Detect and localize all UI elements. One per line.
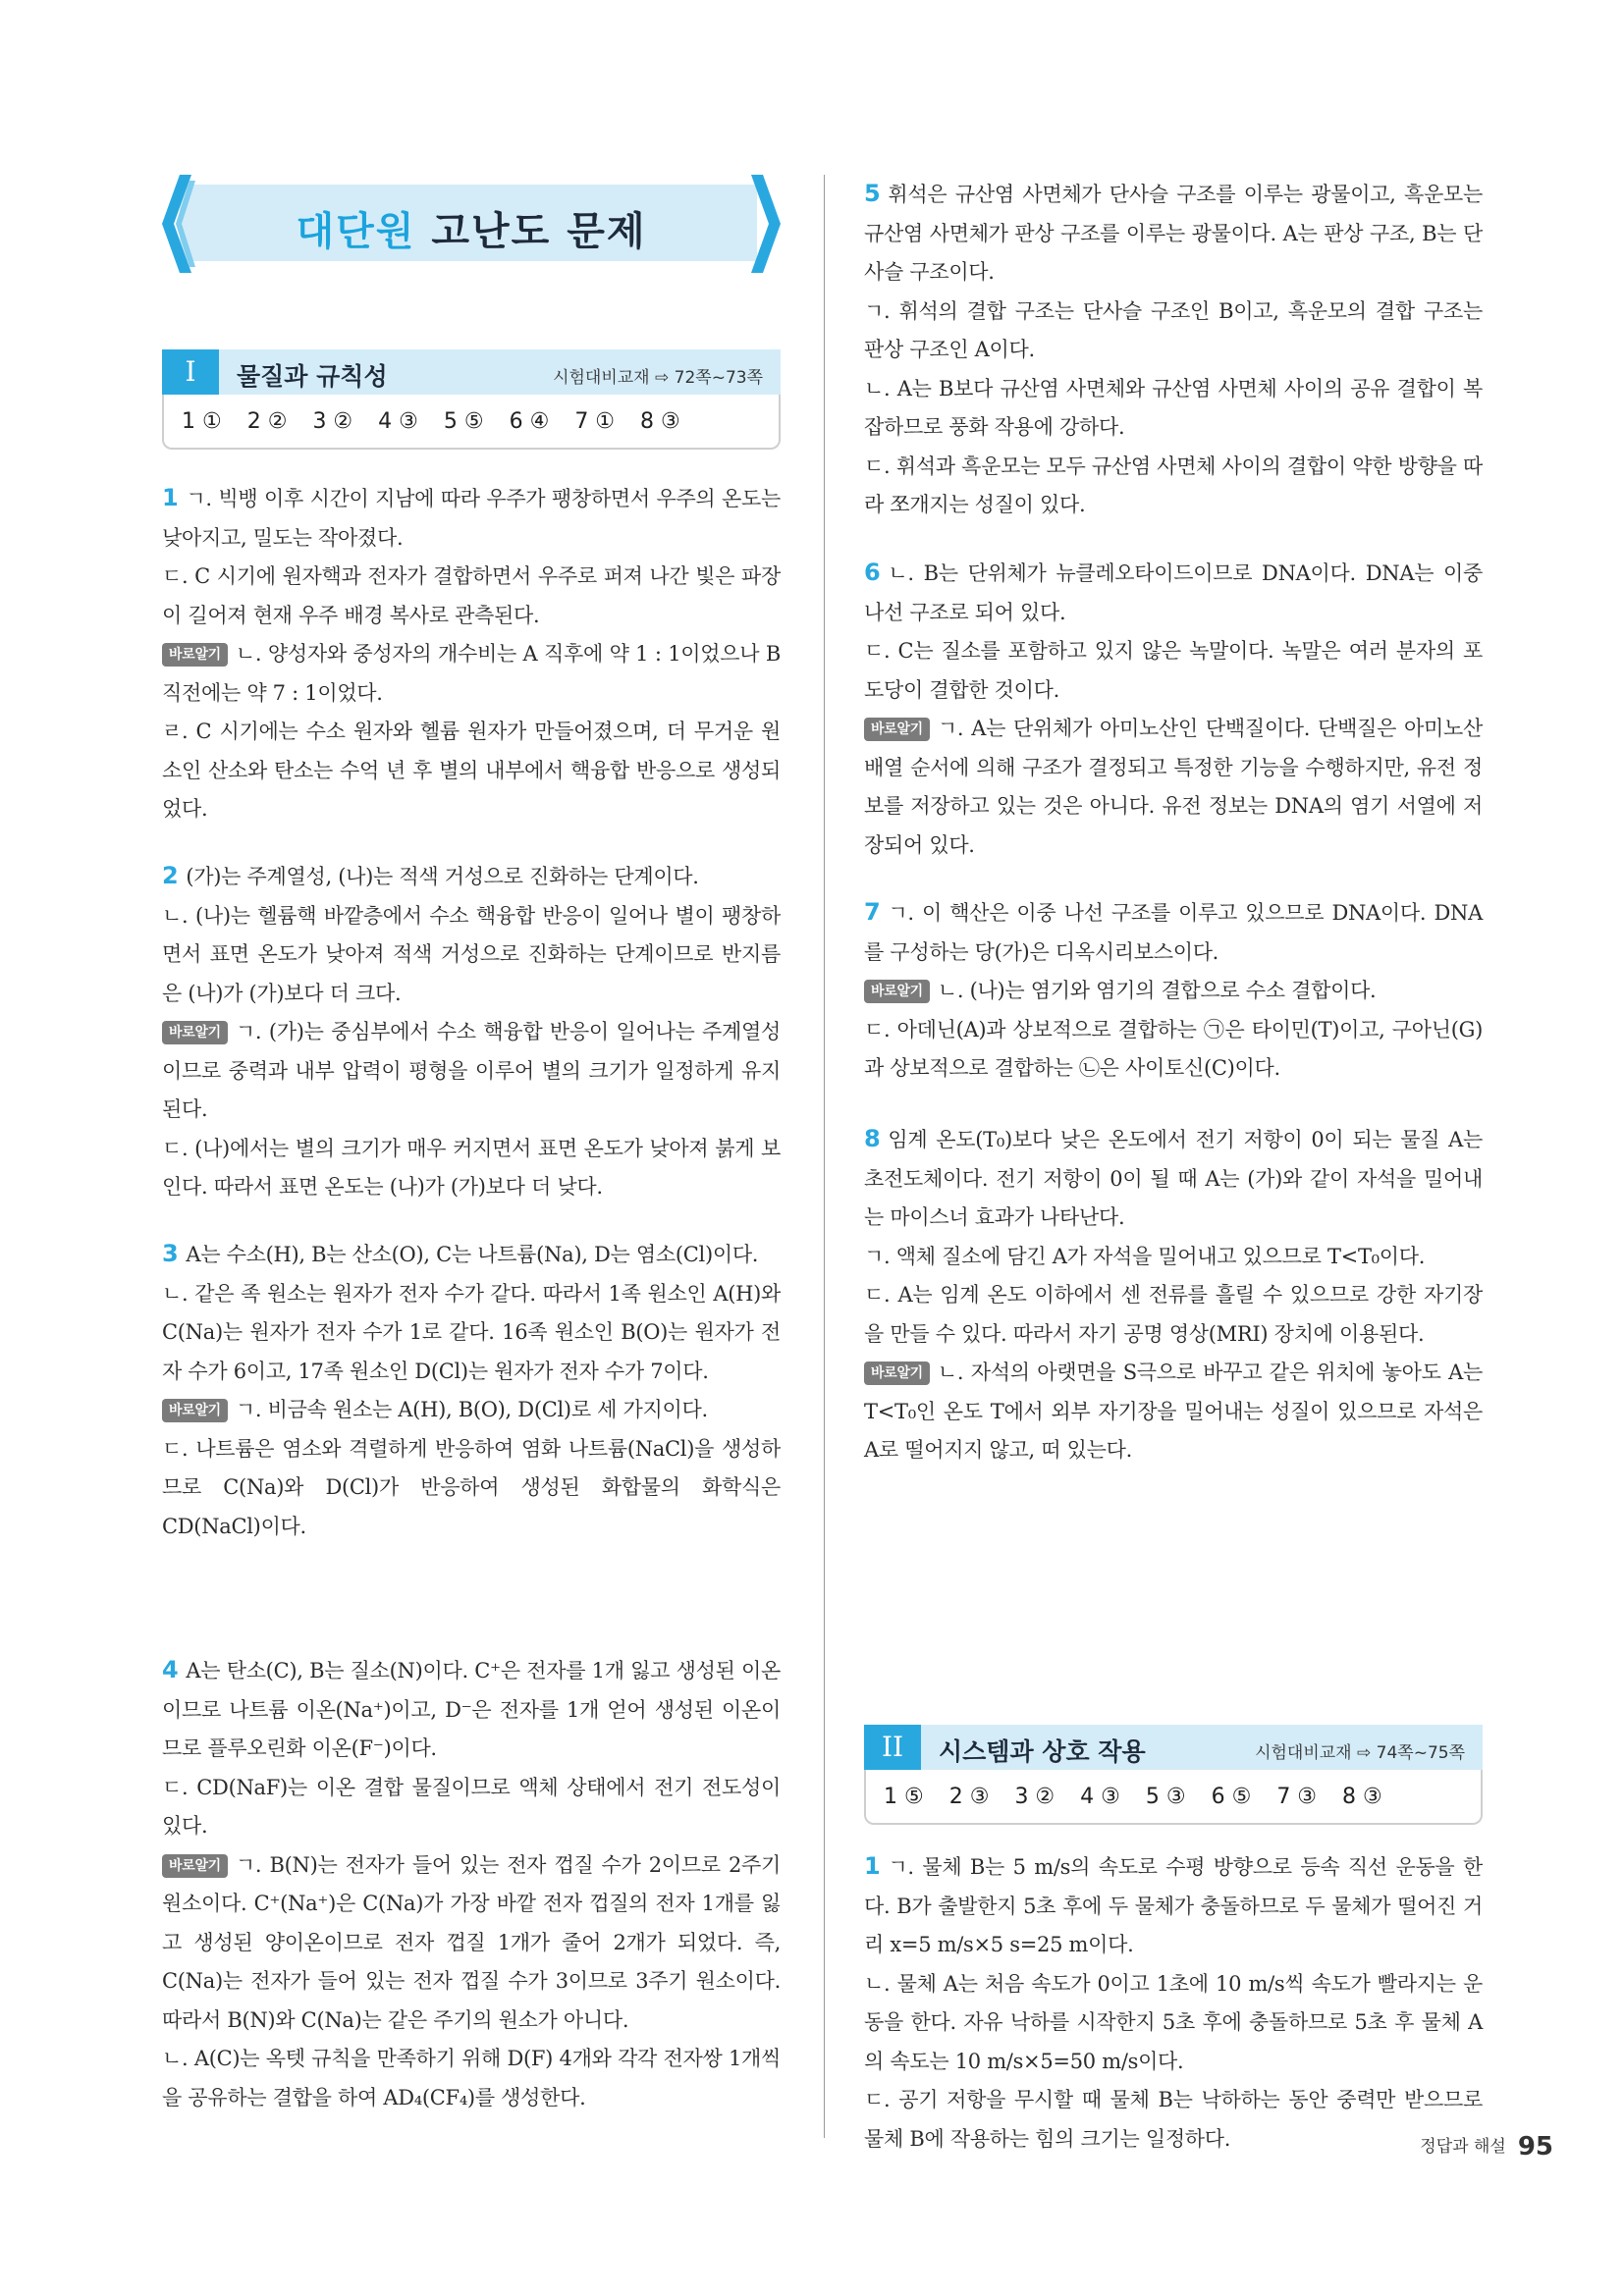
explanation-paragraph: ㄴ. 물체 A는 처음 속도가 0이고 1초에 10 m/s씩 속도가 빨라지는 운동을 한다. 자유 낙하를 시작한지 5초 후에 충돌하므로 5초 후 물체 A의 속도는 10 m/s×5=50 m/s이다. bbox=[864, 1971, 1483, 2073]
explanation-paragraph bbox=[162, 635, 781, 713]
answer-item: 7 ③ bbox=[1276, 1784, 1318, 1809]
answer-item: 6 ⑤ bbox=[1211, 1784, 1252, 1809]
answer-item: 2 ③ bbox=[948, 1784, 990, 1809]
section-1-answers bbox=[162, 395, 781, 450]
explanation-6 bbox=[864, 554, 1483, 865]
explanation-text: ㄴ. 양성자와 중성자의 개수비는 A 직후에 약 1 : 1이었으나 B 직전에는 약 7 : 1이었다. bbox=[162, 642, 781, 705]
explanation-paragraph bbox=[864, 972, 1483, 1011]
section-1-reference: 시험대비교재 ⇨ 72쪽~73쪽 bbox=[553, 368, 763, 388]
answer-item: 7 ① bbox=[574, 408, 616, 434]
explanation-paragraph: ㄹ. C 시기에는 수소 원자와 헬륨 원자가 만들어졌으며, 더 무거운 원소인 산소와 탄소는 수억 년 후 별의 내부에서 핵융합 반응으로 생성되었다. bbox=[162, 720, 781, 821]
correction-badge: 바로알기 bbox=[162, 643, 228, 667]
explanation-text: ㄱ. (가)는 중심부에서 수소 핵융합 반응이 일어나는 주계열성이므로 중력과 내부 압력이 평형을 이루어 별의 크기가 일정하게 유지된다. bbox=[162, 1020, 781, 1121]
explanation-1 bbox=[162, 479, 781, 829]
explanation-paragraph: ㄴ. A는 B보다 규산염 사면체와 규산염 사면체 사이의 공유 결합이 복잡하므로 풍화 작용에 강하다. bbox=[864, 376, 1483, 439]
explanation-paragraph bbox=[162, 1013, 781, 1130]
question-number: 5 bbox=[864, 180, 881, 207]
section-1-title: 물질과 규칙성 bbox=[237, 362, 388, 391]
explanation-paragraph: ㄴ. 같은 족 원소는 원자가 전자 수가 같다. 따라서 1족 원소인 A(H)와 C(Na)는 원자가 전자 수가 1로 같다. 16족 원소인 B(O)는 원자가 전자 수가 6이고, 17족 원소인 D(Cl)는 원자가 전자 수가 7이다. bbox=[162, 1281, 781, 1383]
explanation-text: ㄱ. A는 단위체가 아미노산인 단백질이다. 단백질은 아미노산 배열 순서에 의해 구조가 결정되고 특정한 기능을 수행하지만, 유전 정보를 저장하고 있는 것은 아니다. 유전 정보는 DNA의 염기 서열에 저장되어 있다. bbox=[864, 717, 1483, 857]
explanation-3 bbox=[162, 1235, 781, 1546]
section-2-reference: 시험대비교재 ⇨ 74쪽~75쪽 bbox=[1255, 1743, 1465, 1763]
explanation-text: ㄴ. 자석의 아랫면을 S극으로 바꾸고 같은 위치에 놓아도 A는 T<T₀인 온도 T에서 외부 자기장을 밀어내는 성질이 있으므로 자석은 A로 떨어지지 않고, 떠 있는다. bbox=[864, 1361, 1483, 1462]
explanation-paragraph bbox=[162, 1846, 781, 2041]
explanation-paragraph: ㄷ. 나트륨은 염소와 격렬하게 반응하여 염화 나트륨(NaCl)을 생성하므로 C(Na)와 D(Cl)가 반응하여 생성된 화합물의 화학식은 CD(NaCl)이다. bbox=[162, 1436, 781, 1538]
explanation-paragraph bbox=[864, 175, 1483, 293]
explanation-paragraph bbox=[864, 710, 1483, 865]
question-number: 2 bbox=[162, 862, 179, 889]
explanation-paragraph: ㄱ. 액체 질소에 담긴 A가 자석을 밀어내고 있으므로 T<T₀이다. bbox=[864, 1244, 1426, 1268]
explanation-paragraph bbox=[864, 893, 1483, 972]
correction-badge: 바로알기 bbox=[864, 980, 930, 1003]
correction-badge: 바로알기 bbox=[162, 1399, 228, 1422]
explanation-5 bbox=[864, 175, 1483, 525]
explanation-text: (가)는 주계열성, (나)는 적색 거성으로 진화하는 단계이다. bbox=[186, 865, 699, 888]
section-1-number: I bbox=[162, 349, 219, 395]
explanation-paragraph bbox=[864, 1847, 1483, 1965]
answer-item: 8 ③ bbox=[1342, 1784, 1382, 1809]
page-footer bbox=[1420, 2132, 1553, 2162]
explanation-text: 임계 온도(T₀)보다 낮은 온도에서 전기 저항이 0이 되는 물질 A는 초전도체이다. 전기 저항이 0이 될 때 A는 (가)와 같이 자석을 밀어내는 마이스너 효과가 나타난다. bbox=[864, 1128, 1483, 1229]
answer-item: 4 ③ bbox=[378, 408, 418, 434]
explanation-paragraph: ㄷ. C는 질소를 포함하고 있지 않은 녹말이다. 녹말은 여러 분자의 포도당이 결합한 것이다. bbox=[864, 639, 1483, 702]
explanation-text: 휘석은 규산염 사면체가 단사슬 구조를 이루는 광물이고, 흑운모는 규산염 사면체가 판상 구조를 이루는 광물이다. A는 판상 구조, B는 단사슬 구조이다. bbox=[864, 183, 1483, 284]
explanation-paragraph: ㄷ. (나)에서는 별의 크기가 매우 커지면서 표면 온도가 낮아져 붉게 보인다. 따라서 표면 온도는 (나)가 (가)보다 더 낮다. bbox=[162, 1136, 781, 1199]
column-divider bbox=[824, 175, 825, 2138]
section-2-title: 시스템과 상호 작용 bbox=[939, 1737, 1146, 1766]
correction-badge: 바로알기 bbox=[864, 1362, 930, 1385]
explanation-text: ㄴ. B는 단위체가 뉴클레오타이드이므로 DNA이다. DNA는 이중 나선 구조로 되어 있다. bbox=[864, 561, 1483, 624]
question-number: 7 bbox=[864, 898, 881, 926]
explanation-paragraph: ㄷ. 휘석과 흑운모는 모두 규산염 사면체 사이의 결합이 약한 방향을 따라 쪼개지는 성질이 있다. bbox=[864, 454, 1484, 516]
explanation-paragraph: ㄷ. C 시기에 원자핵과 전자가 결합하면서 우주로 퍼져 나간 빛은 파장이 길어져 현재 우주 배경 복사로 관측된다. bbox=[162, 564, 781, 627]
section-1-header bbox=[162, 349, 781, 395]
explanation-paragraph bbox=[162, 1651, 781, 1769]
question-number: 8 bbox=[864, 1125, 881, 1152]
section-2-header bbox=[864, 1725, 1483, 1770]
explanation-text: ㄴ. (나)는 염기와 염기의 결합으로 수소 결합이다. bbox=[937, 979, 1377, 1002]
question-number: 3 bbox=[162, 1240, 179, 1267]
answer-item: 5 ③ bbox=[1145, 1784, 1186, 1809]
section-2-number: II bbox=[864, 1725, 921, 1770]
explanation-text: A는 탄소(C), B는 질소(N)이다. C⁺은 전자를 1개 잃고 생성된 이온이므로 나트륨 이온(Na⁺)이고, D⁻은 전자를 1개 얻어 생성된 이온이므로 플루오린화 이온(F⁻)이다. bbox=[162, 1659, 781, 1760]
explanation-paragraph bbox=[162, 857, 781, 897]
explanation-7 bbox=[864, 893, 1483, 1089]
answer-item: 3 ② bbox=[1014, 1784, 1056, 1809]
correction-badge: 바로알기 bbox=[864, 718, 930, 741]
explanation-paragraph: ㄷ. 공기 저항을 무시할 때 물체 B는 낙하하는 동안 중력만 받으므로 물체 B에 작용하는 힘의 크기는 일정하다. bbox=[864, 2088, 1483, 2151]
answer-item: 8 ③ bbox=[640, 408, 680, 434]
explanation-2 bbox=[162, 857, 781, 1207]
question-number: 4 bbox=[162, 1656, 179, 1683]
banner-title-highlight: 대단원 bbox=[296, 209, 416, 254]
answer-item: 4 ③ bbox=[1080, 1784, 1120, 1809]
explanation-paragraph bbox=[162, 1235, 781, 1275]
answer-item: 3 ② bbox=[312, 408, 353, 434]
answer-item: 2 ② bbox=[246, 408, 288, 434]
correction-badge: 바로알기 bbox=[162, 1854, 228, 1878]
banner-title bbox=[162, 200, 781, 256]
explanation-text: ㄱ. 이 핵산은 이중 나선 구조를 이루고 있으므로 DNA이다. DNA를 구성하는 당(가)은 디옥시리보스이다. bbox=[864, 901, 1483, 964]
explanation-paragraph bbox=[864, 1354, 1483, 1470]
answer-item: 1 ① bbox=[182, 408, 222, 434]
answer-item: 1 ⑤ bbox=[884, 1784, 924, 1809]
explanation-paragraph bbox=[162, 479, 781, 558]
explanation-text: ㄱ. B(N)는 전자가 들어 있는 전자 껍질 수가 2이므로 2주기 원소이다. C⁺(Na⁺)은 C(Na)가 가장 바깥 전자 껍질의 전자 1개를 잃고 생성된 양이온이므로 전자 껍질 1개가 줄어 2개가 되었다. 즉, C(Na)는 전자가 들어 있는 전자 껍질 수가 3이므로 3주기 원소이다. 따라서 B(N)와 C(Na)는 같은 주기의 원소가 아니다. bbox=[162, 1852, 781, 2032]
answer-item: 5 ⑤ bbox=[443, 408, 484, 434]
explanation-paragraph bbox=[864, 554, 1483, 632]
explanation-text: A는 수소(H), B는 산소(O), C는 나트륨(Na), D는 염소(Cl)이다. bbox=[186, 1243, 759, 1266]
explanation-text: ㄱ. 물체 B는 5 m/s의 속도로 수평 방향으로 등속 직선 운동을 한다. B가 출발한지 5초 후에 두 물체가 충돌하므로 두 물체가 떨어진 거리 x=5 m/s×5 s=25 m이다. bbox=[864, 1855, 1483, 1956]
section-1-box bbox=[162, 349, 781, 450]
explanation-paragraph bbox=[162, 1391, 781, 1430]
correction-badge: 바로알기 bbox=[162, 1021, 228, 1044]
explanation-text: ㄱ. 비금속 원소는 A(H), B(O), D(Cl)로 세 가지이다. bbox=[235, 1398, 708, 1421]
page-number: 95 bbox=[1517, 2132, 1553, 2162]
question-number: 1 bbox=[864, 1852, 881, 1880]
explanation-paragraph: ㄷ. A는 임계 온도 이하에서 센 전류를 흘릴 수 있으므로 강한 자기장을 만들 수 있다. 따라서 자기 공명 영상(MRI) 장치에 이용된다. bbox=[864, 1283, 1483, 1346]
explanation-paragraph: ㄴ. A(C)는 옥텟 규칙을 만족하기 위해 D(F) 4개와 각각 전자쌍 1개씩을 공유하는 결합을 하여 AD₄(CF₄)를 생성한다. bbox=[162, 2047, 781, 2109]
footer-label: 정답과 해설 bbox=[1420, 2137, 1506, 2157]
explanation-text: ㄱ. 빅뱅 이후 시간이 지남에 따라 우주가 팽창하면서 우주의 온도는 낮아지고, 밀도는 작아졌다. bbox=[162, 487, 781, 550]
question-number: 1 bbox=[162, 484, 179, 511]
explanation-paragraph: ㄷ. CD(NaF)는 이온 결합 물질이므로 액체 상태에서 전기 전도성이 있다. bbox=[162, 1775, 781, 1838]
explanation-paragraph: ㄴ. (나)는 헬륨핵 바깥층에서 수소 핵융합 반응이 일어나 별이 팽창하면서 표면 온도가 낮아져 적색 거성으로 진화하는 단계이므로 반지름은 (나)가 (가)보다 더 크다. bbox=[162, 903, 781, 1005]
explanation-paragraph: ㄷ. 아데닌(A)과 상보적으로 결합하는 ㉠은 타이민(T)이고, 구아닌(G)과 상보적으로 결합하는 ㉡은 사이토신(C)이다. bbox=[864, 1017, 1483, 1080]
explanation-4 bbox=[162, 1651, 781, 2117]
section-2-box bbox=[864, 1725, 1483, 1825]
explanation-s2-1 bbox=[864, 1847, 1483, 2159]
banner-title-rest: 고난도 문제 bbox=[415, 209, 647, 254]
explanation-paragraph: ㄱ. 휘석의 결합 구조는 단사슬 구조인 B이고, 흑운모의 결합 구조는 판상 구조인 A이다. bbox=[864, 298, 1483, 361]
explanation-paragraph bbox=[864, 1120, 1483, 1238]
answer-item: 6 ④ bbox=[509, 408, 550, 434]
explanation-8 bbox=[864, 1120, 1483, 1470]
chapter-banner bbox=[162, 175, 781, 273]
question-number: 6 bbox=[864, 559, 881, 586]
section-2-answers bbox=[864, 1770, 1483, 1825]
